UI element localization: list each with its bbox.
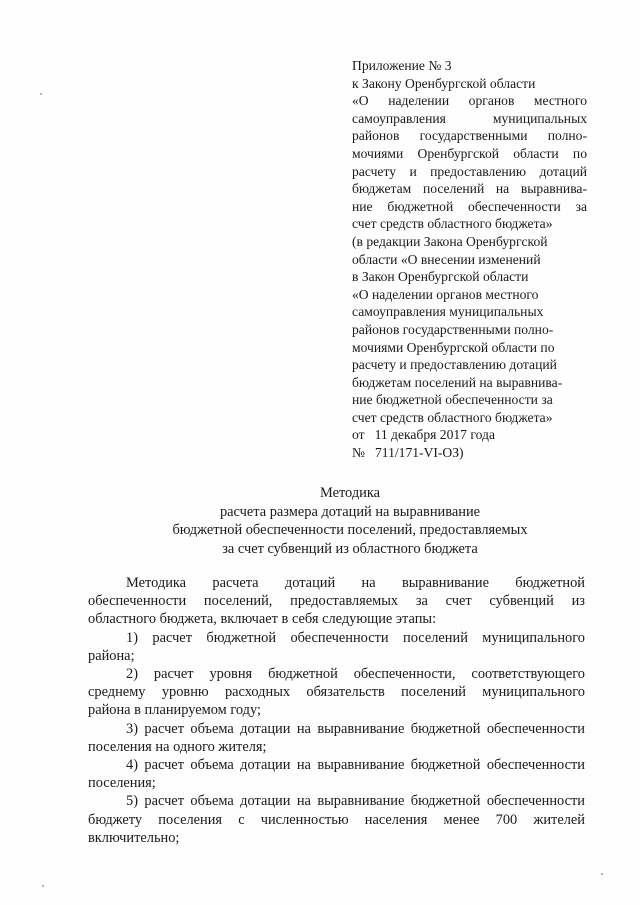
- body-line: Методика расчета дотаций на выравнивание бюджетной: [126, 575, 585, 591]
- appendix-header: [352, 57, 587, 462]
- body-line: 2) расчет уровня бюджетной обеспеченности, соответствующего: [126, 666, 585, 683]
- scan-speck: [40, 93, 42, 95]
- scan-speck: [42, 885, 44, 887]
- appendix-line: счет средств областного бюджета»: [352, 409, 553, 425]
- body-line: бюджету поселения с численностью населения менее 700 жителей: [88, 811, 585, 828]
- body-line: района;: [88, 647, 135, 664]
- law-number-prefix: №: [352, 445, 365, 461]
- body-line: 3) расчет объема дотации на выравнивание бюджетной обеспеченности: [126, 720, 585, 737]
- appendix-line: счет средств областного бюджета»: [352, 216, 553, 232]
- body-line: поселения;: [88, 775, 156, 792]
- body-line: 5) расчет объема дотации на выравнивание бюджетной обеспеченности: [126, 793, 585, 810]
- appendix-line: районов государственными полно-: [352, 321, 554, 337]
- body-line: 1) расчет бюджетной обеспеченности поселений муниципального: [126, 629, 585, 646]
- appendix-line: области «О внесении изменений: [352, 251, 541, 267]
- law-date-value: 11 декабря 2017 года: [374, 427, 495, 443]
- appendix-line: самоуправления муниципальных: [352, 304, 544, 320]
- list-item: [88, 756, 585, 792]
- appendix-line: бюджетам поселений на выравнива-: [352, 181, 587, 197]
- law-number: [352, 444, 587, 462]
- title-line: бюджетной обеспеченности поселений, предоставляемых: [172, 522, 528, 539]
- appendix-line: в Закон Оренбургской области: [352, 269, 529, 285]
- list-item: [88, 665, 585, 720]
- list-item: [88, 792, 585, 847]
- law-number-value: 711/171-VI-ОЗ): [374, 445, 464, 461]
- appendix-line: ние бюджетной обеспеченности за: [352, 198, 587, 214]
- law-date-prefix: от: [352, 427, 365, 443]
- document-title: [90, 484, 610, 558]
- appendix-line: к Закону Оренбургской области: [352, 75, 536, 91]
- body-line: 4) расчет объема дотации на выравнивание бюджетной обеспеченности: [126, 757, 585, 774]
- appendix-line: «О наделении органов местного: [352, 286, 539, 302]
- title-line: расчета размера дотаций на выравнивание: [219, 503, 481, 520]
- title-line: за счет субвенций из областного бюджета: [222, 540, 478, 557]
- scan-speck: [601, 873, 603, 875]
- appendix-line: мочиями Оренбургской области по: [352, 145, 587, 161]
- body-line: обеспеченности поселений, предоставляемых за счет субвенций из: [88, 593, 585, 610]
- law-date: [352, 426, 587, 444]
- appendix-line: расчету и предоставлению дотаций: [352, 357, 557, 373]
- intro-paragraph: [88, 574, 585, 629]
- appendix-line: ние бюджетной обеспеченности за: [352, 392, 553, 408]
- body-line: включительно;: [88, 829, 180, 846]
- body-line: областного бюджета, включает в себя следующие этапы:: [88, 611, 437, 628]
- body-line: среднему уровню расходных обязательств поселений муниципального: [88, 684, 585, 701]
- body-line: поселения на одного жителя;: [88, 738, 267, 755]
- list-item: [88, 629, 585, 665]
- appendix-line: (в редакции Закона Оренбургской: [352, 233, 548, 249]
- title-line: Методика: [319, 485, 381, 501]
- appendix-line: мочиями Оренбургской области по: [352, 339, 555, 355]
- appendix-line: расчету и предоставлению дотаций: [352, 163, 587, 179]
- appendix-line: районов государственными полно-: [352, 128, 587, 144]
- document-body: [88, 574, 585, 847]
- appendix-line: бюджетам поселений на выравнива-: [352, 374, 563, 390]
- body-line: района в планируемом году;: [88, 702, 262, 719]
- appendix-line: «О наделении органов местного: [352, 93, 587, 109]
- list-item: [88, 720, 585, 756]
- appendix-line: самоуправления муниципальных: [352, 110, 587, 126]
- appendix-line: Приложение № 3: [352, 58, 452, 73]
